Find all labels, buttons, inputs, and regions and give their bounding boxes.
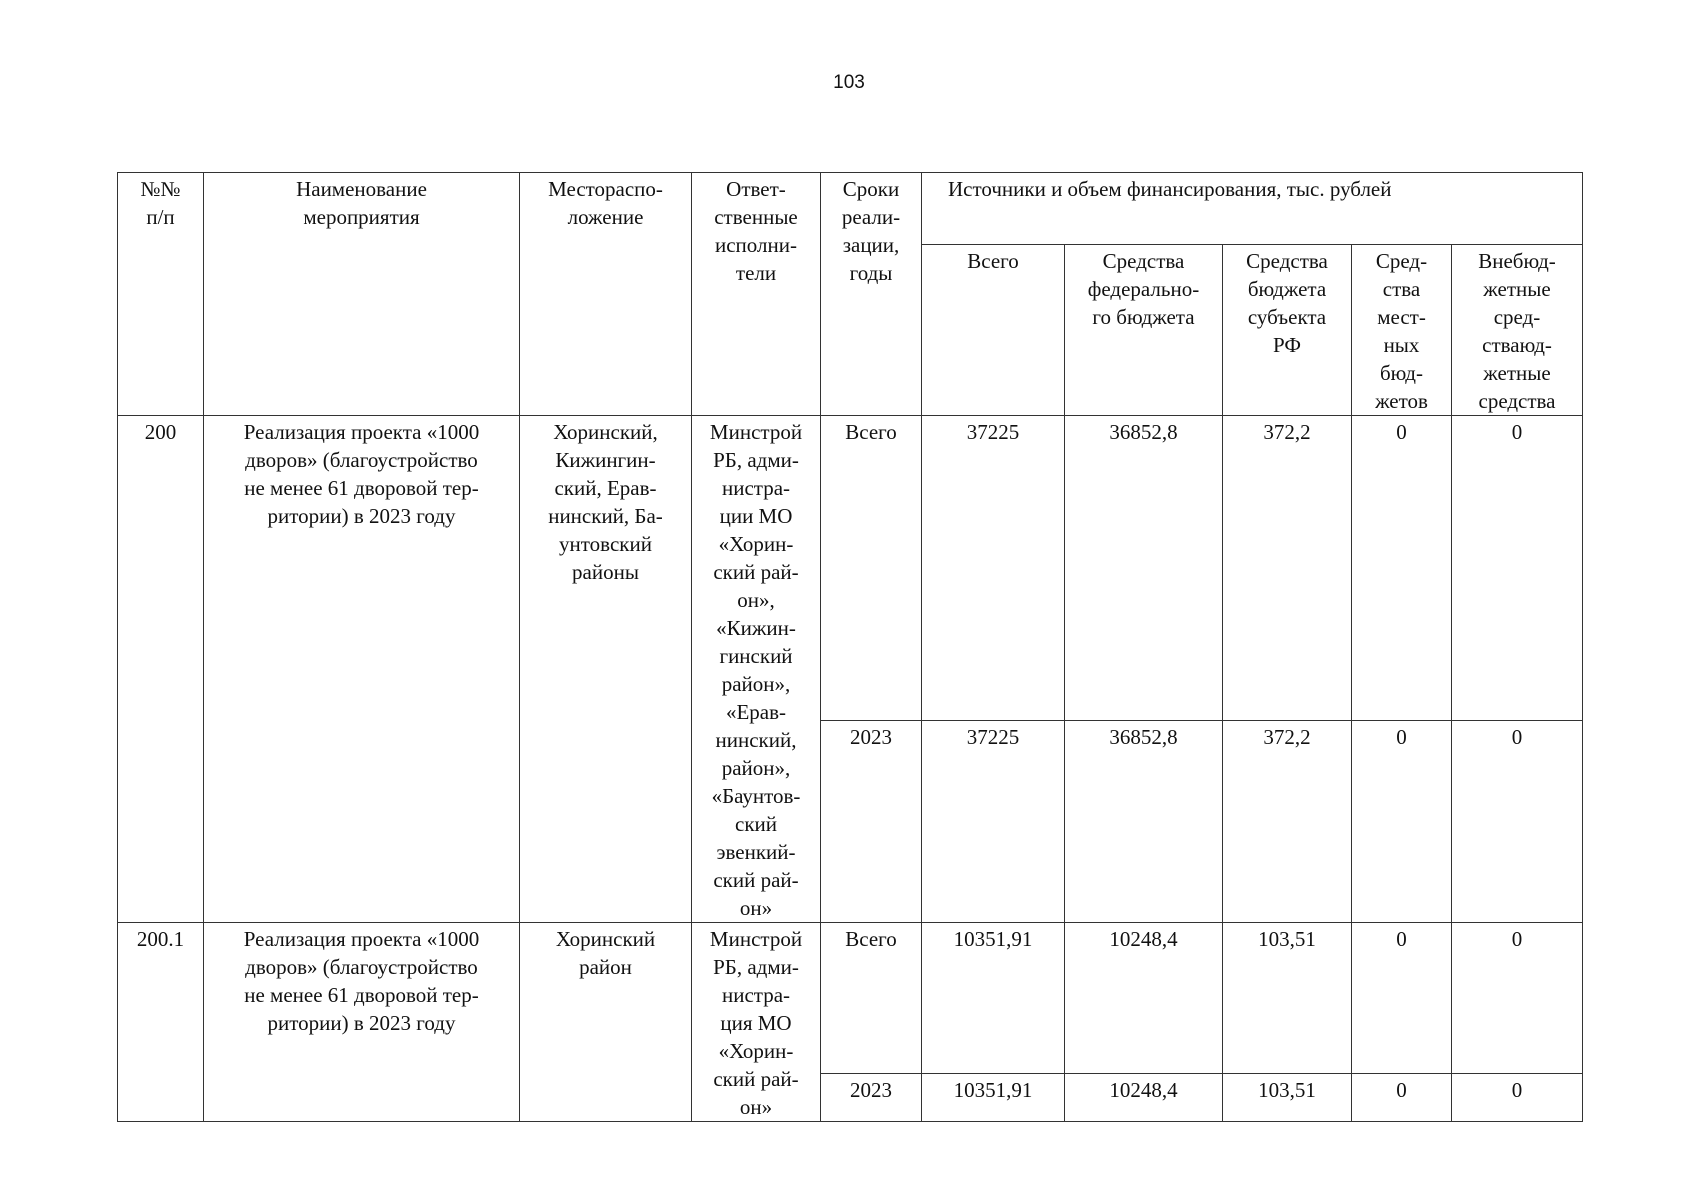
row-term: Всего <box>821 923 922 1074</box>
header-num: №№ п/п <box>118 173 204 416</box>
row-federal: 10248,4 <box>1065 923 1223 1074</box>
header-local: Сред- ства мест- ных бюд- жетов <box>1352 245 1452 416</box>
row-total: 37225 <box>922 416 1065 721</box>
header-location: Местораспо- ложение <box>520 173 692 416</box>
row-subject: 103,51 <box>1223 923 1352 1074</box>
row-local: 0 <box>1352 923 1452 1074</box>
row-federal: 36852,8 <box>1065 720 1223 922</box>
row-executors: Минстрой РБ, адми- нистра- ции МО «Хорин- ский рай- он», «Кижин- гинский район», «Ерав- нинский, район», «Баунтов- ский эвенкий- ский рай- он» <box>692 416 821 923</box>
row-local: 0 <box>1352 416 1452 721</box>
row-name: Реализация проекта «1000 дворов» (благоустройство не менее 61 дворовой тер- ритории) в 2023 году <box>204 923 520 1122</box>
row-federal: 10248,4 <box>1065 1074 1223 1122</box>
row-name: Реализация проекта «1000 дворов» (благоустройство не менее 61 дворовой тер- ритории) в 2023 году <box>204 416 520 923</box>
financing-table <box>117 172 1583 1122</box>
header-row <box>118 173 1583 245</box>
row-term: Всего <box>821 416 922 721</box>
row-subject: 103,51 <box>1223 1074 1352 1122</box>
row-total: 10351,91 <box>922 923 1065 1074</box>
table-row <box>118 416 1583 721</box>
header-name: Наименование мероприятия <box>204 173 520 416</box>
table-row <box>118 923 1583 1074</box>
page-number: 103 <box>833 72 865 93</box>
header-total: Всего <box>922 245 1065 416</box>
row-subject: 372,2 <box>1223 416 1352 721</box>
row-num: 200.1 <box>118 923 204 1122</box>
header-executors: Ответ- ственные исполни- тели <box>692 173 821 416</box>
row-term: 2023 <box>821 1074 922 1122</box>
header-extra: Внебюд- жетные сред- стваюд- жетные средства <box>1452 245 1583 416</box>
row-total: 37225 <box>922 720 1065 922</box>
row-local: 0 <box>1352 1074 1452 1122</box>
row-total: 10351,91 <box>922 1074 1065 1122</box>
row-location: Хоринский, Кижингин- ский, Ерав- нинский, Ба- унтовский районы <box>520 416 692 923</box>
row-local: 0 <box>1352 720 1452 922</box>
header-terms: Сроки реали- зации, годы <box>821 173 922 416</box>
row-term: 2023 <box>821 720 922 922</box>
row-executors: Минстрой РБ, адми- нистра- ция МО «Хорин- ский рай- он» <box>692 923 821 1122</box>
row-extra: 0 <box>1452 720 1583 922</box>
row-num: 200 <box>118 416 204 923</box>
header-subject: Средства бюджета субъекта РФ <box>1223 245 1352 416</box>
row-subject: 372,2 <box>1223 720 1352 922</box>
row-extra: 0 <box>1452 923 1583 1074</box>
row-location: Хоринский район <box>520 923 692 1122</box>
header-sources: Источники и объем финансирования, тыс. рублей <box>922 173 1583 245</box>
row-federal: 36852,8 <box>1065 416 1223 721</box>
row-extra: 0 <box>1452 416 1583 721</box>
header-federal: Средства федерально- го бюджета <box>1065 245 1223 416</box>
row-extra: 0 <box>1452 1074 1583 1122</box>
